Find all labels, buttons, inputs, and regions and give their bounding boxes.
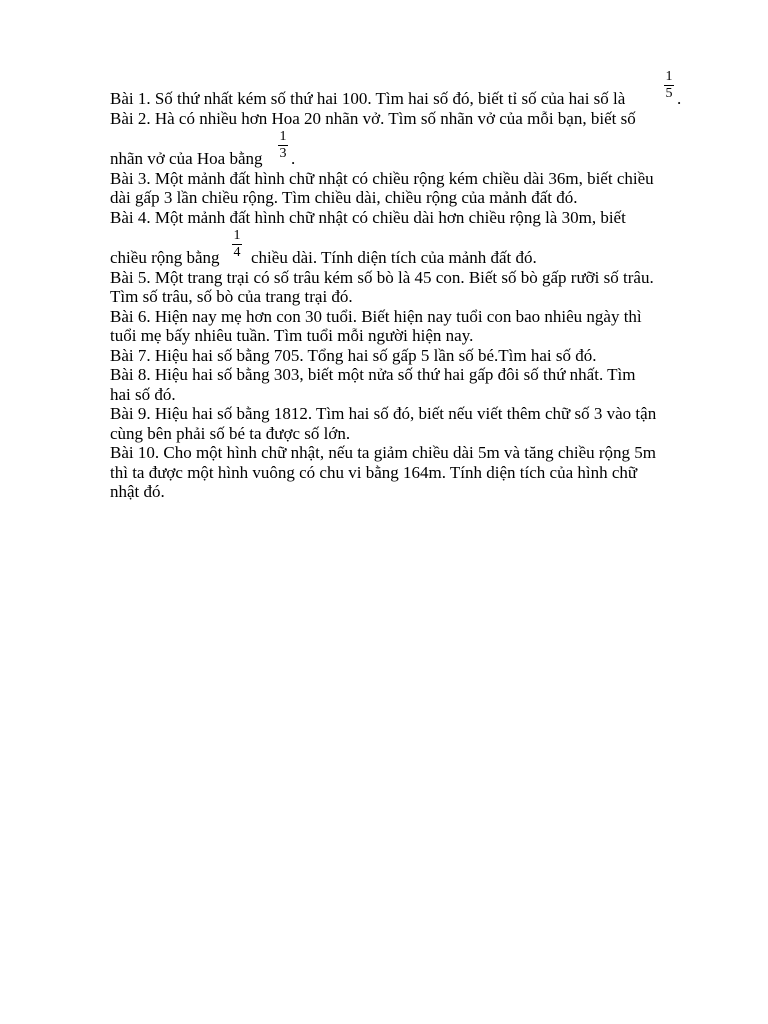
exercise-6-line-2: tuổi mẹ bấy nhiêu tuần. Tìm tuổi mỗi người hiện nay. (110, 326, 474, 345)
fraction-numerator: 1 (279, 129, 287, 144)
fraction-denominator: 5 (665, 86, 673, 101)
exercise-3-line-1: Bài 3. Một mảnh đất hình chữ nhật có chiều rộng kém chiều dài 36m, biết chiều (110, 168, 654, 188)
exercise-9-line-1: Bài 9. Hiệu hai số bằng 1812. Tìm hai số đó, biết nếu viết thêm chữ số 3 vào tận (110, 404, 657, 423)
exercise-4-fraction (231, 228, 243, 261)
exercise-2-period: . (291, 149, 296, 168)
exercise-6-line-1: Bài 6. Hiện nay mẹ hơn con 30 tuổi. Biết hiện nay tuổi con bao nhiêu ngày thì (110, 306, 642, 326)
exercise-2-text: nhãn vở của Hoa bằng (110, 149, 263, 168)
fraction-numerator: 1 (233, 228, 241, 243)
fraction-denominator: 3 (279, 146, 287, 161)
fraction-denominator: 4 (233, 245, 241, 260)
exercise-9-line-2: cùng bên phải số bé ta được số lớn. (110, 423, 351, 443)
exercise-10-line-3: nhật đó. (110, 482, 165, 501)
exercise-4-line-2 (110, 228, 700, 268)
exercise-4-text-post: chiều dài. Tính diện tích của mảnh đất đó. (251, 248, 537, 267)
exercise-4-line-1: Bài 4. Một mảnh đất hình chữ nhật có chiều dài hơn chiều rộng là 30m, biết (110, 207, 626, 227)
exercise-10-line-1: Bài 10. Cho một hình chữ nhật, nếu ta giảm chiều dài 5m và tăng chiều rộng 5m (110, 443, 657, 462)
exercise-3-line-2: dài gấp 3 lần chiều rộng. Tìm chiều dài, chiều rộng của mảnh đất đó. (110, 188, 578, 207)
exercise-10-line-2: thì ta được một hình vuông có chu vi bằng 164m. Tính diện tích của hình chữ (110, 462, 638, 482)
exercise-2-line-2 (110, 129, 700, 169)
exercise-1-text: Bài 1. Số thứ nhất kém số thứ hai 100. Tìm hai số đó, biết tỉ số của hai số là (110, 89, 626, 108)
exercise-2-fraction (277, 129, 289, 162)
exercise-4-text-pre: chiều rộng bằng (110, 248, 220, 267)
exercise-8-line-2: hai số đó. (110, 384, 176, 404)
fraction-numerator: 1 (665, 69, 673, 84)
exercise-2-line-1: Bài 2. Hà có nhiều hơn Hoa 20 nhãn vở. Tìm số nhãn vở của mỗi bạn, biết số (110, 108, 636, 128)
exercise-1-fraction (663, 69, 675, 102)
fraction-spacer (110, 227, 700, 248)
exercise-1-line (110, 69, 700, 109)
exercise-8-line-1: Bài 8. Hiệu hai số bằng 303, biết một nửa số thứ hai gấp đôi số thứ nhất. Tìm (110, 365, 636, 384)
exercise-5-line-2: Tìm số trâu, số bò của trang trại đó. (110, 287, 353, 306)
exercise-1-period: . (677, 89, 682, 108)
exercise-list (110, 69, 700, 502)
fraction-spacer (110, 128, 700, 149)
exercise-5-line-1: Bài 5. Một trang trại có số trâu kém số bò là 45 con. Biết số bò gấp rưỡi số trâu. (110, 267, 654, 287)
exercise-7-line: Bài 7. Hiệu hai số bằng 705. Tổng hai số gấp 5 lần số bé.Tìm hai số đó. (110, 345, 597, 365)
